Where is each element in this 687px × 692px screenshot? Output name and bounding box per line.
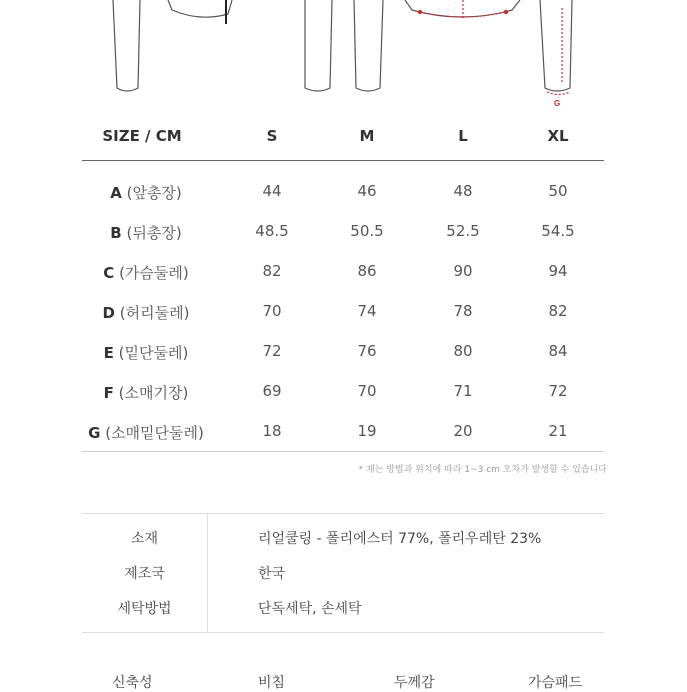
- cell-value: 50.5: [350, 222, 384, 240]
- cell-value: 19: [357, 422, 377, 440]
- cell-value: 69: [262, 382, 282, 400]
- row-label: F (소매기장): [103, 384, 189, 402]
- front-body-outline: [168, 0, 232, 17]
- cell-value: 94: [548, 262, 568, 280]
- measure-line-g: [547, 92, 570, 95]
- cell-value: 78: [453, 302, 473, 320]
- cell-value: 86: [357, 262, 377, 280]
- header-size-cm: SIZE / CM: [102, 127, 182, 145]
- size-table: [82, 116, 604, 452]
- cell-value: 90: [453, 262, 473, 280]
- size-table-header: [82, 116, 604, 161]
- cell-value: 52.5: [446, 222, 480, 240]
- table-row: [82, 371, 604, 411]
- row-label: G (소매밑단둘레): [88, 424, 204, 442]
- header-s: S: [266, 127, 278, 145]
- cell-value: 70: [357, 382, 377, 400]
- back-right-sleeve: [540, 0, 572, 91]
- cell-value: 54.5: [541, 222, 575, 240]
- table-row: [82, 211, 604, 251]
- table-row: [82, 331, 604, 371]
- cell-value: 82: [262, 262, 282, 280]
- feature-thickness: 두께감: [394, 675, 435, 691]
- table-row: [82, 251, 604, 291]
- cell-value: 20: [453, 422, 473, 440]
- header-xl: XL: [547, 127, 569, 145]
- table-row: [82, 291, 604, 331]
- cell-value: 84: [548, 342, 568, 360]
- row-label: D (허리둘레): [102, 304, 190, 322]
- cell-value: 18: [262, 422, 282, 440]
- cell-value: 82: [548, 302, 568, 320]
- info-value: 단독세탁, 손세탁: [258, 601, 362, 617]
- cell-value: 72: [262, 342, 282, 360]
- header-m: M: [359, 127, 375, 145]
- cell-value: 71: [453, 382, 473, 400]
- info-key: 제조국: [124, 566, 165, 582]
- cell-value: 70: [262, 302, 282, 320]
- info-row-material: [82, 528, 604, 556]
- cell-value: 74: [357, 302, 377, 320]
- cell-value: 46: [357, 182, 377, 200]
- cell-value: 48: [453, 182, 473, 200]
- cell-value: 50: [548, 182, 568, 200]
- row-label: C (가슴둘레): [103, 264, 189, 282]
- row-label: A (앞총장): [110, 184, 182, 202]
- cell-value: 76: [357, 342, 377, 360]
- measure-dot: [418, 10, 421, 13]
- info-value: 리얼쿨링 - 폴리에스터 77%, 폴리우레탄 23%: [258, 531, 542, 547]
- cell-value: 44: [262, 182, 282, 200]
- size-table-body: [82, 161, 604, 452]
- info-key: 세탁방법: [117, 601, 172, 617]
- table-row: [82, 171, 604, 211]
- feature-stretch: 신축성: [112, 675, 153, 691]
- marker-g-label: G: [554, 99, 561, 108]
- row-label: B (뒤총장): [110, 224, 182, 242]
- feature-chest-pad: 가슴패드: [528, 675, 583, 691]
- cell-value: 48.5: [255, 222, 289, 240]
- garment-illustration: [0, 0, 687, 110]
- measure-dot: [504, 10, 507, 13]
- row-label: E (밑단둘레): [103, 344, 189, 362]
- table-row: [82, 411, 604, 451]
- measurement-note: * 재는 방법과 위치에 따라 1~3 cm 오차가 발생할 수 있습니다: [358, 465, 607, 475]
- info-value: 한국: [258, 566, 286, 582]
- back-left-sleeve: [354, 0, 383, 91]
- cell-value: 80: [453, 342, 473, 360]
- cell-value: 21: [548, 422, 568, 440]
- header-l: L: [458, 127, 468, 145]
- front-left-sleeve: [113, 0, 140, 91]
- info-key: 소재: [130, 531, 159, 547]
- feature-sheerness: 비침: [258, 675, 286, 691]
- info-row-origin: [82, 563, 604, 591]
- product-info-table: [82, 513, 604, 633]
- fabric-feature-row: [82, 672, 604, 692]
- info-row-washing: [82, 598, 604, 626]
- front-right-sleeve: [305, 0, 332, 91]
- cell-value: 72: [548, 382, 568, 400]
